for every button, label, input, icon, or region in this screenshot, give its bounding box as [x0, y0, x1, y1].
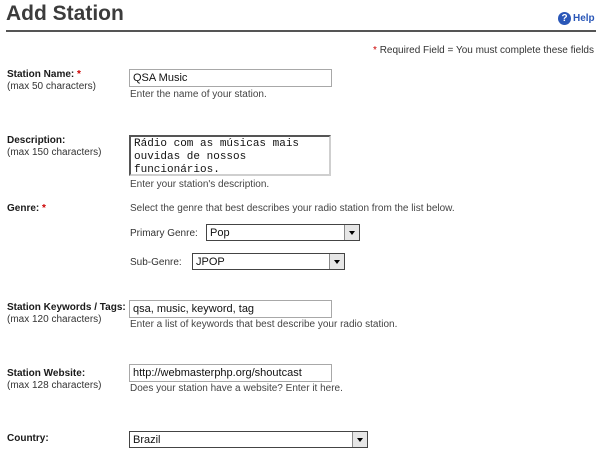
keywords-limit: (max 120 characters)	[7, 314, 102, 325]
chevron-down-icon[interactable]	[352, 432, 367, 447]
required-star: *	[42, 203, 46, 214]
description-limit: (max 150 characters)	[7, 147, 102, 158]
website-limit: (max 128 characters)	[7, 380, 102, 391]
keywords-label: Station Keywords / Tags:	[7, 302, 126, 313]
description-hint: Enter your station's description.	[130, 179, 270, 190]
sub-genre-value: JPOP	[196, 255, 225, 268]
question-circle-icon: ?	[558, 12, 571, 25]
sub-genre-select[interactable]	[192, 253, 345, 270]
help-link[interactable]	[558, 11, 595, 25]
station-name-label	[7, 69, 81, 80]
required-note-text: Required Field = You must complete these fields	[376, 45, 594, 56]
keywords-hint: Enter a list of keywords that best describe your radio station.	[130, 319, 398, 330]
genre-hint: Select the genre that best describes your radio station from the list below.	[130, 203, 455, 214]
help-label: Help	[573, 12, 595, 24]
required-field-note	[373, 45, 594, 56]
website-hint: Does your station have a website? Enter it here.	[130, 383, 343, 394]
sub-genre-label: Sub-Genre:	[130, 257, 182, 268]
website-input[interactable]	[129, 364, 332, 382]
primary-genre-select[interactable]	[206, 224, 360, 241]
genre-label-text: Genre:	[7, 203, 40, 214]
required-star: *	[77, 69, 81, 80]
chevron-down-icon[interactable]	[344, 225, 359, 240]
primary-genre-label: Primary Genre:	[130, 228, 198, 239]
description-textarea[interactable]	[129, 135, 331, 176]
keywords-input[interactable]	[129, 300, 332, 318]
country-label: Country:	[7, 433, 49, 444]
description-label: Description:	[7, 135, 66, 146]
country-select[interactable]	[129, 431, 368, 448]
station-name-hint: Enter the name of your station.	[130, 89, 267, 100]
required-star: *	[373, 45, 377, 56]
station-name-input[interactable]	[129, 69, 332, 87]
chevron-down-icon[interactable]	[329, 254, 344, 269]
primary-genre-value: Pop	[210, 226, 230, 239]
station-name-label-text: Station Name:	[7, 69, 75, 80]
station-name-limit: (max 50 characters)	[7, 81, 96, 92]
title-divider	[6, 30, 596, 32]
country-value: Brazil	[133, 433, 161, 446]
website-label: Station Website:	[7, 368, 86, 379]
genre-label	[7, 203, 46, 214]
page-title: Add Station	[6, 2, 124, 25]
